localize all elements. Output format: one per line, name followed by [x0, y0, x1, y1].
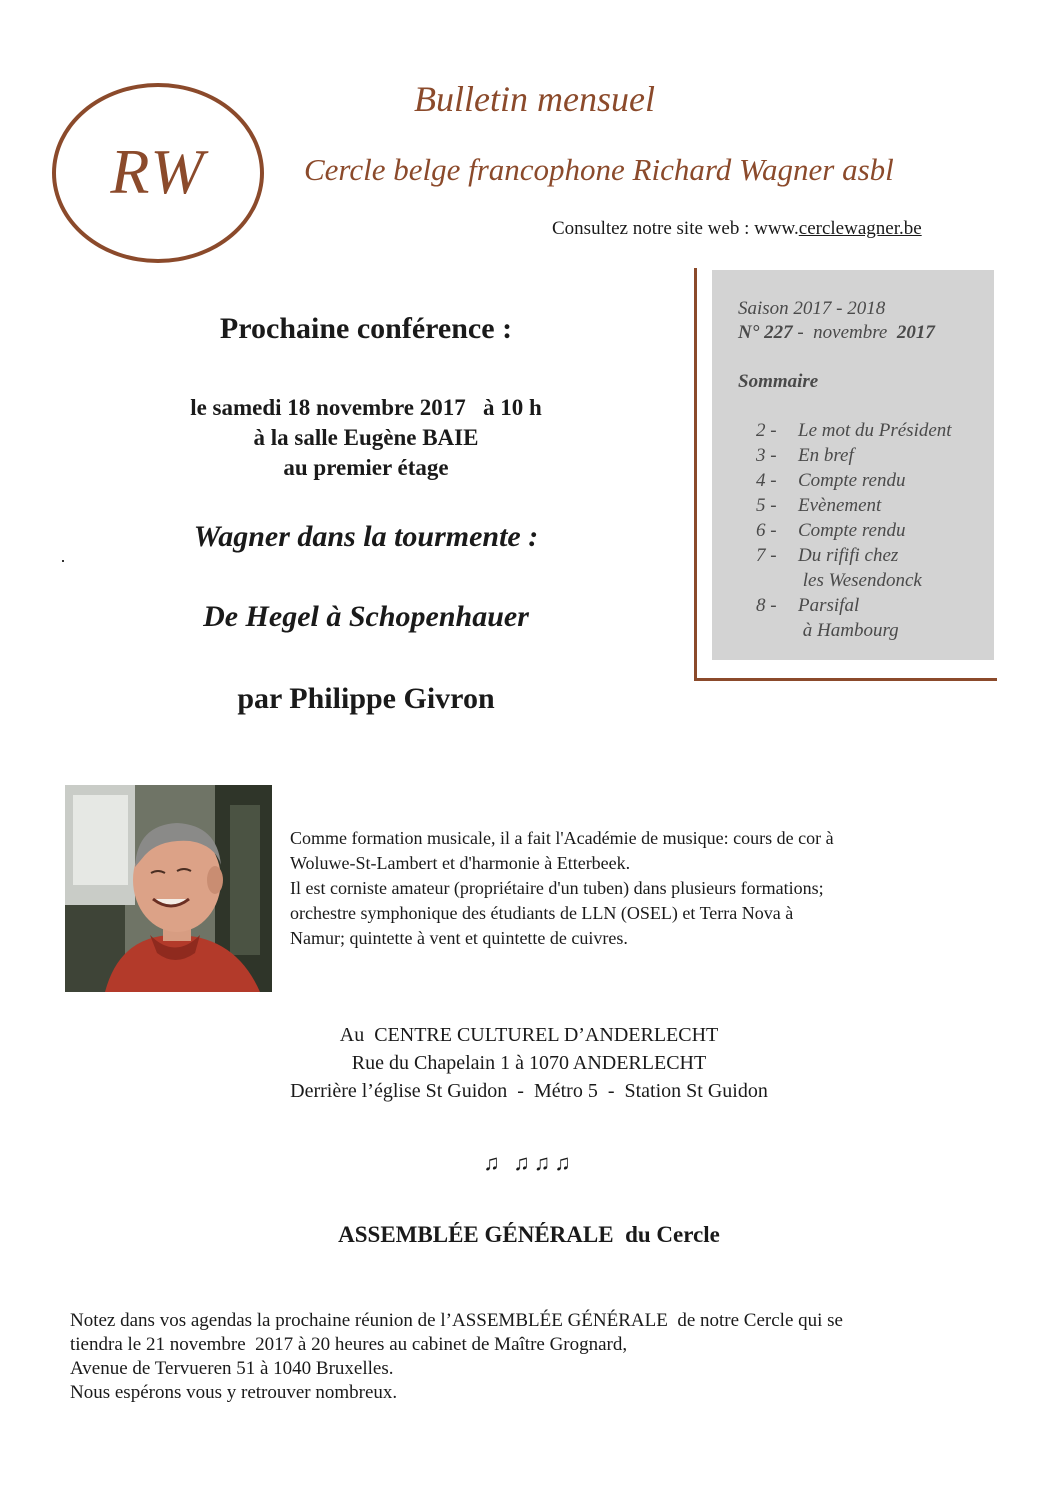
assembly-line: Avenue de Tervueren 51 à 1040 Bruxelles.	[70, 1358, 394, 1379]
venue-directions: Derrière l’église St Guidon - Métro 5 - Station St Guidon	[290, 1080, 768, 1102]
season-label: Saison 2017 - 2018	[738, 298, 886, 319]
speaker-bio	[290, 826, 1030, 951]
conference-floor: au premier étage	[283, 455, 449, 480]
assembly-line: tiendra le 21 novembre 2017 à 20 heures au cabinet de Maître Grognard,	[70, 1334, 628, 1355]
website-line	[552, 218, 922, 240]
assembly-line: Notez dans vos agendas la prochaine réunion de l’ASSEMBLÉE GÉNÉRALE de notre Cercle qui se	[70, 1310, 843, 1331]
assembly-text	[70, 1309, 843, 1405]
bio-line: Woluwe-St-Lambert et d'harmonie à Etterbeek.	[290, 853, 631, 873]
summary-item: 5 - Evènement	[756, 495, 882, 516]
summary-item: 8 - Parsifal	[756, 595, 860, 616]
bio-line: Namur; quintette à vent et quintette de cuivres.	[290, 928, 628, 948]
issue-label	[738, 322, 935, 344]
stray-dot	[62, 560, 64, 562]
issue-number: N° 227	[738, 322, 793, 343]
bulletin-subtitle: Cercle belge francophone Richard Wagner asbl	[304, 152, 894, 187]
talk-title-line-1: Wagner dans la tourmente :	[193, 520, 539, 553]
summary-item: les Wesendonck	[798, 570, 922, 591]
summary-list	[712, 420, 994, 645]
logo	[52, 83, 264, 263]
bio-line: Comme formation musicale, il a fait l'Académie de musique: cours de cor à	[290, 828, 834, 848]
talk-title-line-2: De Hegel à Schopenhauer	[203, 600, 529, 633]
summary-box	[712, 270, 994, 660]
bulletin-title: Bulletin mensuel	[414, 79, 655, 119]
conference-place: à la salle Eugène BAIE	[253, 425, 479, 450]
logo-text: RW	[110, 136, 206, 207]
venue-name: Au CENTRE CULTUREL D’ANDERLECHT	[339, 1024, 719, 1046]
venue-address: Rue du Chapelain 1 à 1070 ANDERLECHT	[351, 1052, 707, 1074]
summary-item: 6 - Compte rendu	[756, 520, 906, 541]
assembly-line: Nous espérons vous y retrouver nombreux.	[70, 1382, 398, 1403]
summary-item: à Hambourg	[798, 620, 899, 641]
music-notes-separator: ♫ ♫♫♫	[483, 1150, 575, 1175]
summary-heading: Sommaire	[738, 371, 819, 392]
assembly-heading: ASSEMBLÉE GÉNÉRALE du Cercle	[338, 1222, 720, 1247]
bio-line: Il est corniste amateur (propriétaire d'un tuben) dans plusieurs formations;	[290, 878, 824, 898]
conference-heading: Prochaine conférence :	[219, 312, 513, 345]
speaker-photo	[65, 785, 272, 992]
summary-item: 2 - Le mot du Président	[756, 420, 952, 441]
issue-month: - novembre	[792, 322, 897, 343]
conference-date: le samedi 18 novembre 2017 à 10 h	[190, 395, 542, 420]
issue-year: 2017	[896, 322, 935, 343]
bio-line: orchestre symphonique des étudiants de LLN (OSEL) et Terra Nova à	[290, 903, 794, 923]
website-prefix: Consultez notre site web : www.	[552, 218, 799, 239]
summary-item: 4 - Compte rendu	[756, 470, 906, 491]
speaker-name: par Philippe Givron	[237, 682, 495, 715]
website-link[interactable]: cerclewagner.be	[798, 218, 922, 239]
summary-item: 3 - En bref	[756, 445, 854, 466]
summary-item: 7 - Du rififi chez	[756, 545, 899, 566]
